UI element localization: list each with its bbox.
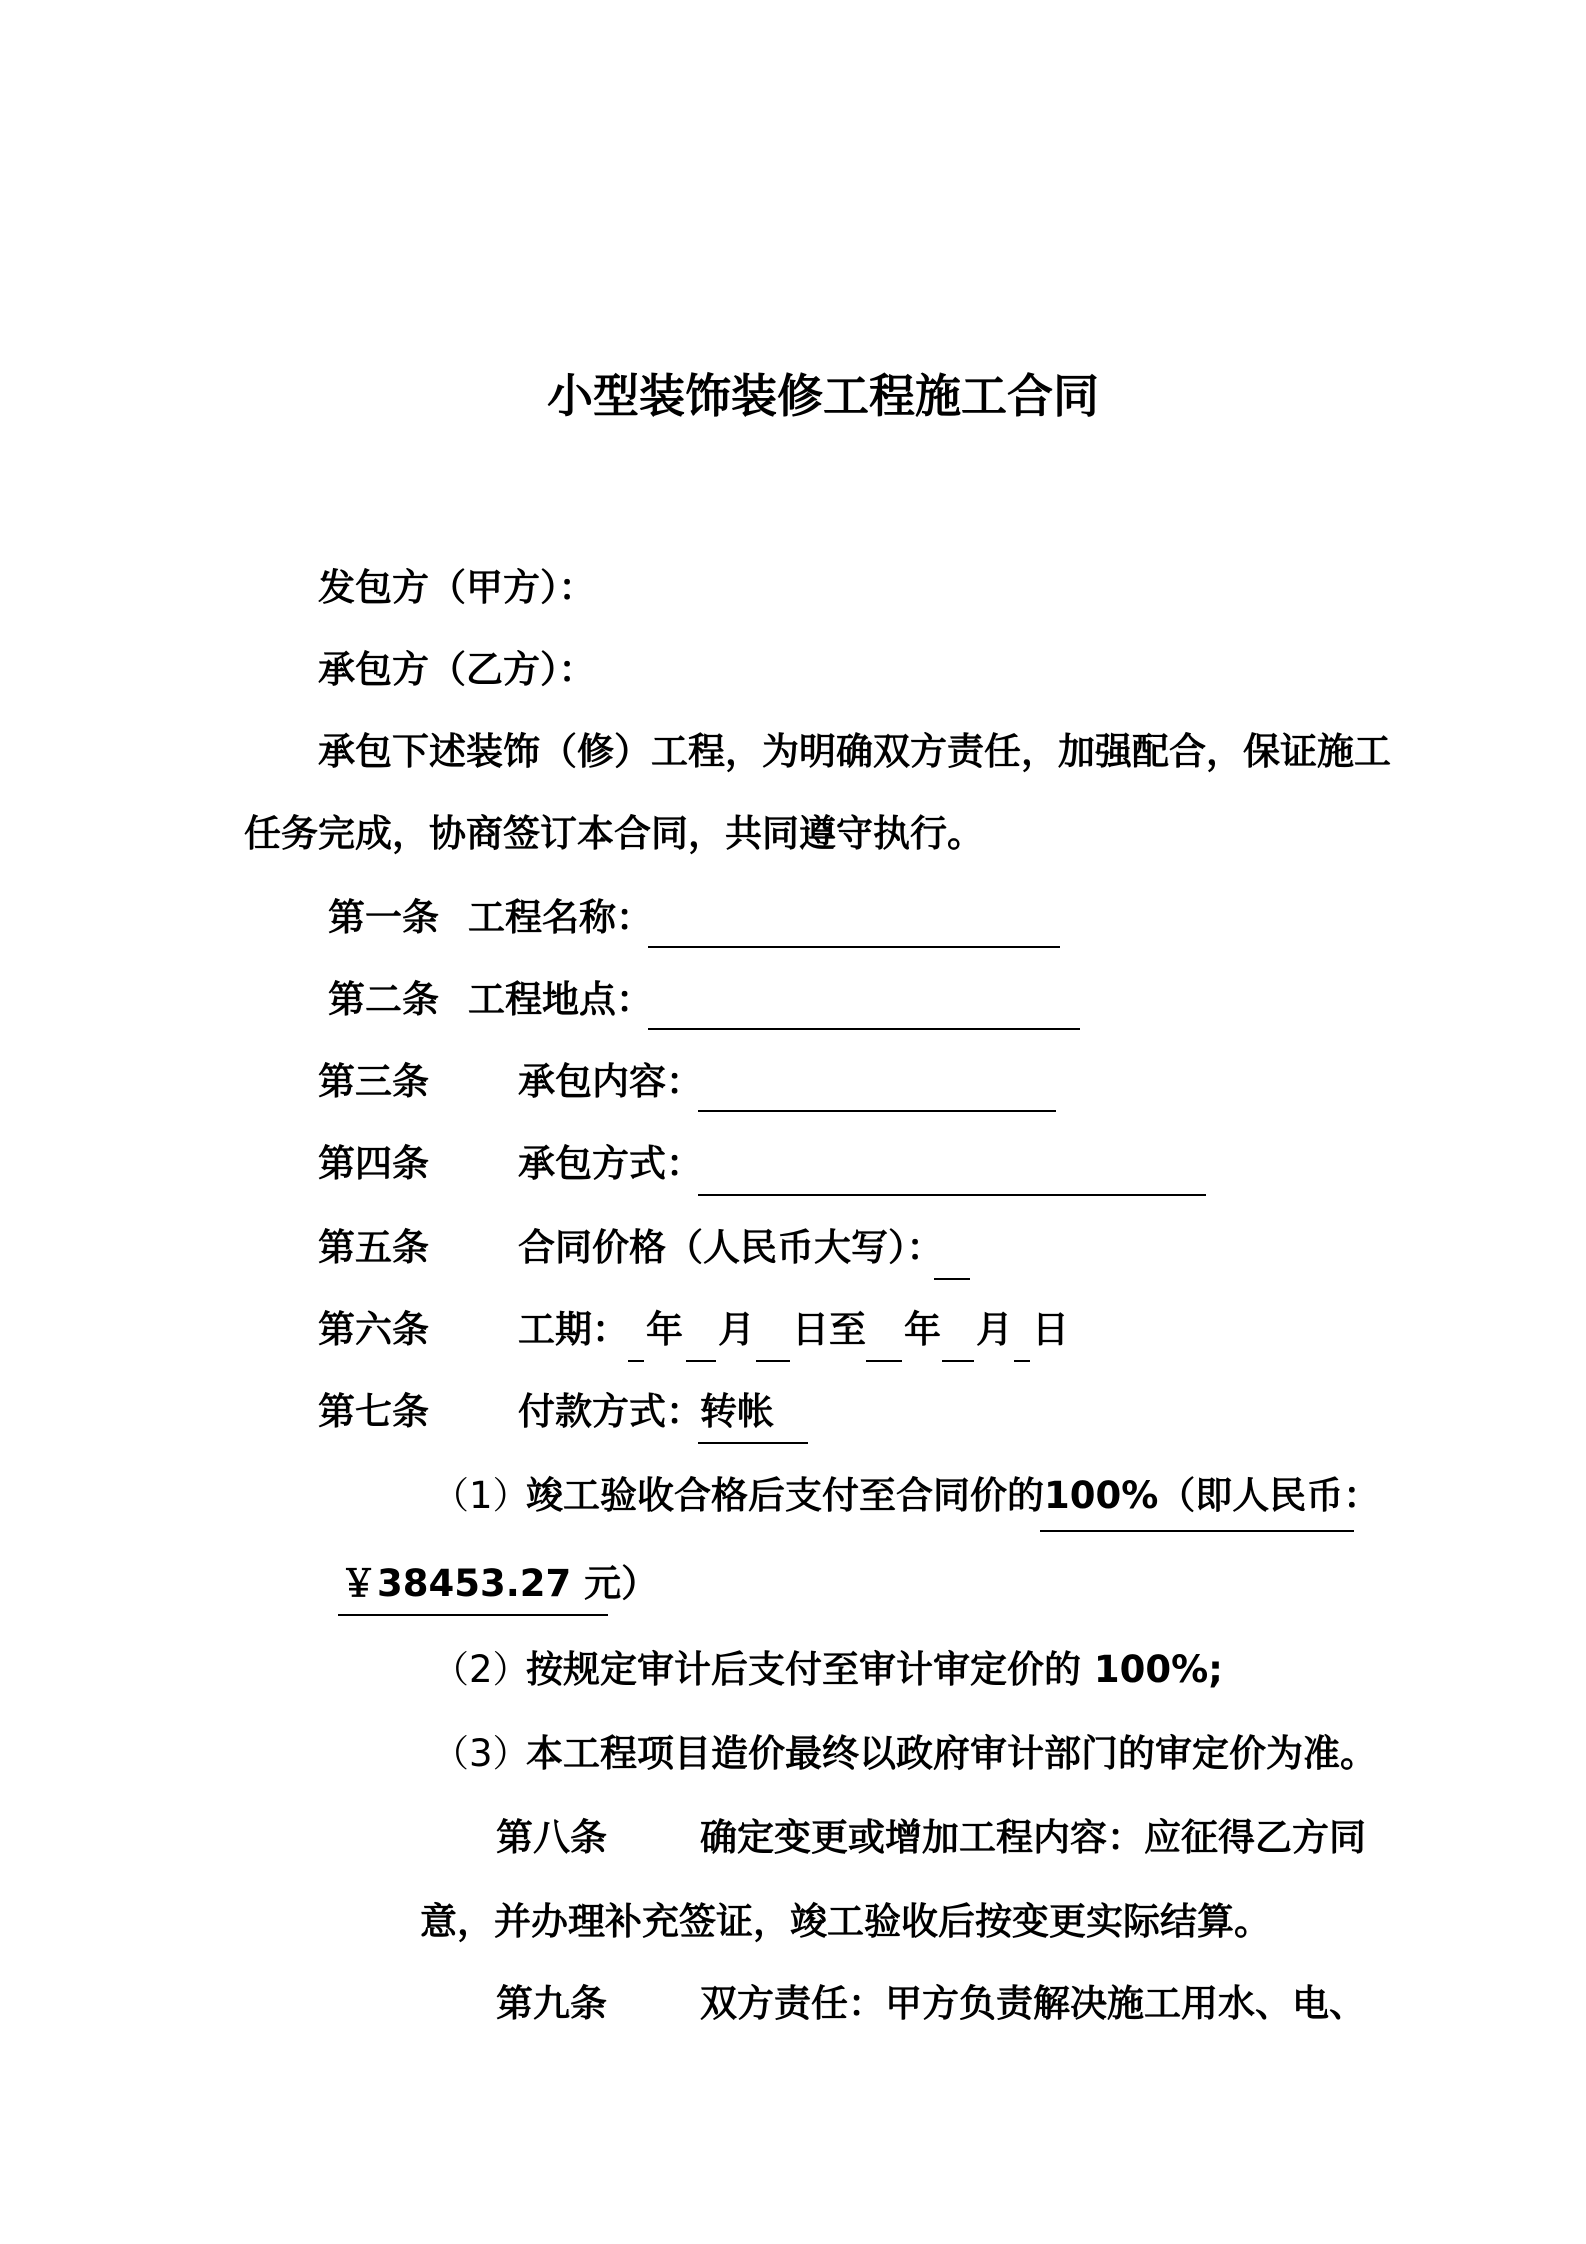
article-8-line-2: 意，并办理补充签证，竣工验收后按变更实际结算。 xyxy=(420,1900,1271,1943)
article-5-number: 第五条 xyxy=(318,1226,429,1269)
article-7-value: 转帐 xyxy=(700,1390,774,1433)
end-month-blank xyxy=(942,1360,974,1362)
article-3-underline xyxy=(698,1110,1056,1112)
payment-3-marker: （3） xyxy=(432,1732,530,1775)
article-6-label: 工期： xyxy=(518,1308,629,1351)
article-8-line-1: 确定变更或增加工程内容：应征得乙方同 xyxy=(700,1816,1366,1859)
article-5-label: 合同价格（人民币大写）： xyxy=(518,1226,944,1269)
article-9-number: 第九条 xyxy=(496,1982,607,2025)
article-7-underline xyxy=(698,1442,808,1444)
payment-3-text: 本工程项目造价最终以政府审计部门的审定价为准。 xyxy=(526,1732,1377,1775)
payment-2-text: 按规定审计后支付至审计审定价的 100%; xyxy=(526,1648,1223,1691)
article-9-line-1: 双方责任：甲方负责解决施工用水、电、 xyxy=(700,1982,1366,2025)
article-4-label: 承包方式： xyxy=(518,1142,703,1185)
article-4-number: 第四条 xyxy=(318,1142,429,1185)
article-6-number: 第六条 xyxy=(318,1308,429,1351)
end-year-blank xyxy=(866,1360,902,1362)
payment-1-text: 竣工验收合格后支付至合同价的 xyxy=(526,1474,1044,1517)
article-5-underline xyxy=(934,1278,970,1280)
start-day-unit: 日至 xyxy=(792,1308,866,1351)
intro-line-1: 承包下述装饰（修）工程，为明确双方责任，加强配合，保证施工 xyxy=(318,730,1391,773)
payment-1-amount: ￥38453.27 元） xyxy=(340,1562,659,1605)
article-2-number: 第二条 xyxy=(328,978,439,1021)
payment-1-amount-underline xyxy=(338,1614,608,1616)
article-3-number: 第三条 xyxy=(318,1060,429,1103)
article-1-number: 第一条 xyxy=(328,896,439,939)
intro-line-2: 任务完成，协商签订本合同，共同遵守执行。 xyxy=(244,812,984,855)
party-a-label: 发包方（甲方）： xyxy=(318,566,596,609)
payment-1-value: 100%（即人民币： xyxy=(1044,1474,1381,1517)
end-month-unit: 月 xyxy=(976,1308,1013,1351)
end-day-unit: 日 xyxy=(1032,1308,1069,1351)
end-year-unit: 年 xyxy=(904,1308,941,1351)
start-month-blank xyxy=(686,1360,716,1362)
article-1-underline xyxy=(648,946,1060,948)
start-year-blank xyxy=(628,1360,644,1362)
article-4-underline xyxy=(698,1194,1206,1196)
start-month-unit: 月 xyxy=(718,1308,755,1351)
article-8-number: 第八条 xyxy=(496,1816,607,1859)
article-2-label: 工程地点： xyxy=(468,978,653,1021)
document-title: 小型装饰装修工程施工合同 xyxy=(547,369,1099,423)
payment-2-marker: （2） xyxy=(432,1648,530,1691)
payment-1-marker: （1） xyxy=(432,1474,530,1517)
end-day-blank xyxy=(1014,1360,1030,1362)
start-day-blank xyxy=(756,1360,790,1362)
article-7-number: 第七条 xyxy=(318,1390,429,1433)
article-2-underline xyxy=(648,1028,1080,1030)
payment-1-underline xyxy=(1040,1530,1354,1532)
article-7-label: 付款方式： xyxy=(518,1390,703,1433)
party-b-label: 承包方（乙方）： xyxy=(318,648,596,691)
article-1-label: 工程名称： xyxy=(468,896,653,939)
article-3-label: 承包内容： xyxy=(518,1060,703,1103)
start-year-unit: 年 xyxy=(646,1308,683,1351)
